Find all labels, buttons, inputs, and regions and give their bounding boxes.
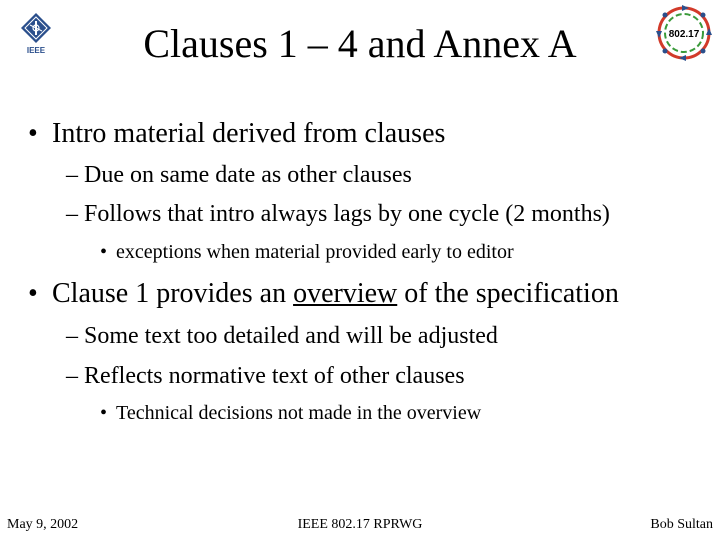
bullet-text-pre: Clause 1 provides an	[52, 278, 294, 309]
802-17-logo-text: 802.17	[668, 29, 700, 40]
ieee-logo-text: IEEE	[26, 46, 46, 55]
bullet-text: exceptions when material provided early to editor	[116, 241, 514, 263]
footer-author: Bob Sultan	[650, 517, 713, 532]
bullet-item	[100, 240, 514, 264]
footer-date: May 9, 2002	[7, 517, 79, 532]
bullet-marker: •	[28, 118, 38, 149]
bullet-item	[28, 117, 445, 151]
bullet-text: Due on same date as other clauses	[84, 162, 412, 188]
bullet-marker: –	[66, 323, 78, 349]
bullet-marker: –	[66, 363, 78, 389]
bullet-item	[66, 321, 498, 351]
bullet-text-underlined: overview	[293, 278, 398, 309]
bullet-item	[28, 277, 619, 311]
bullet-text-post: of the specification	[397, 278, 619, 309]
bullet-text: Technical decisions not made in the overview	[116, 402, 482, 424]
bullet-item	[66, 361, 465, 391]
bullet-text: Intro material derived from clauses	[52, 118, 446, 149]
bullet-item	[100, 401, 481, 425]
bullet-item	[66, 199, 610, 229]
bullet-marker: –	[66, 162, 78, 188]
bullet-text: Reflects normative text of other clauses	[84, 363, 465, 389]
bullet-marker: •	[100, 402, 108, 424]
footer-group: IEEE 802.17 RPRWG	[297, 517, 423, 532]
bullet-marker: •	[100, 241, 108, 263]
slide-title: Clauses 1 – 4 and Annex A	[143, 21, 577, 66]
bullet-text: Some text too detailed and will be adjusted	[84, 323, 498, 349]
bullet-marker: •	[28, 278, 38, 309]
bullet-marker: –	[66, 201, 78, 227]
bullet-item	[66, 160, 412, 190]
bullet-text: Follows that intro always lags by one cycle (2 months)	[84, 201, 610, 227]
